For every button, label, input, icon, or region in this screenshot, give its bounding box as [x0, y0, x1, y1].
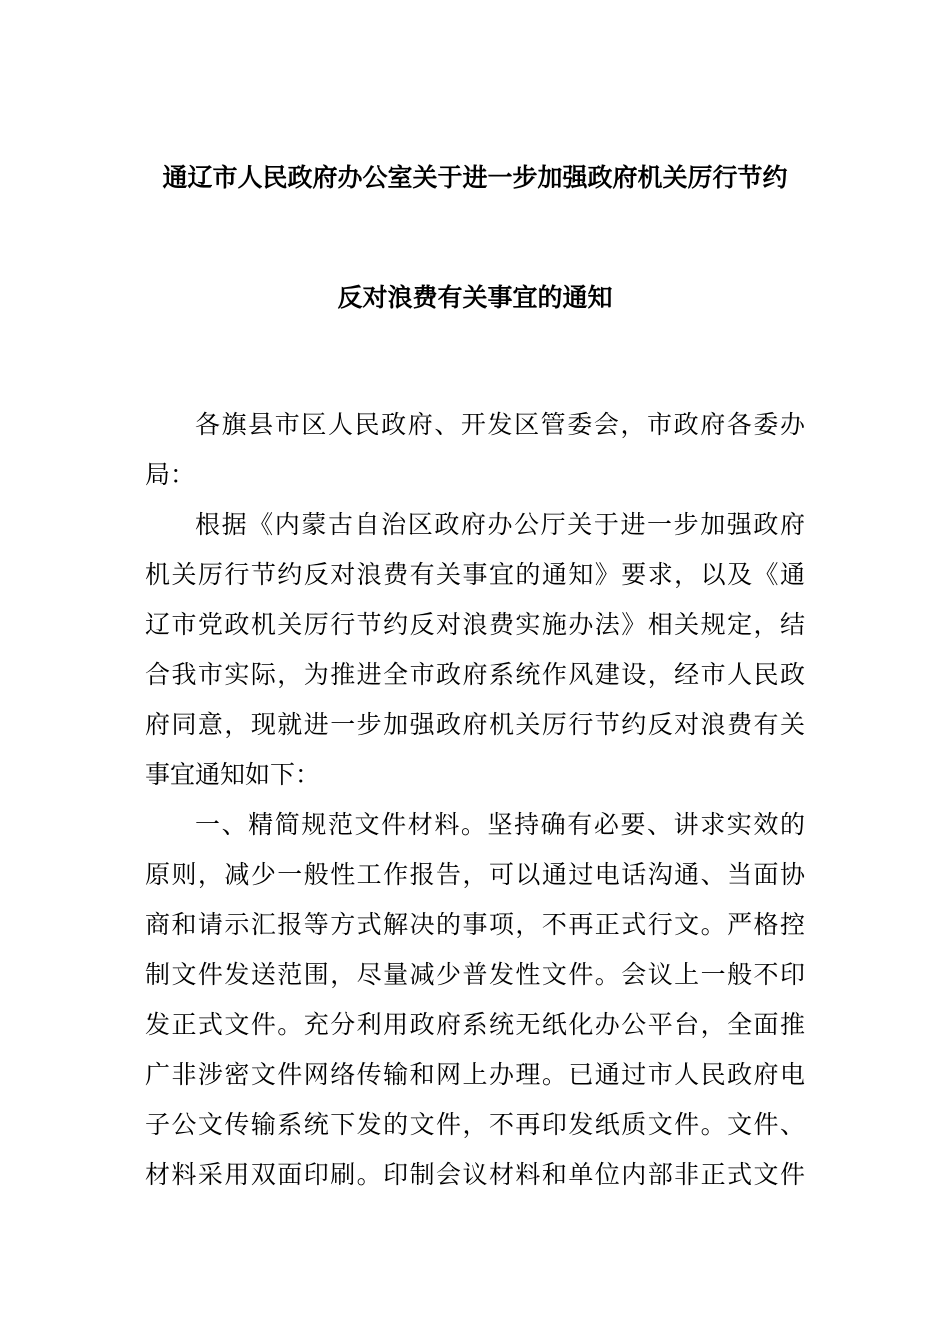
body-line: 局：: [145, 460, 196, 489]
body-line: 子公文传输系统下发的文件，不再印发纸质文件。文件、: [145, 1110, 805, 1139]
body-line: 事宜通知如下：: [145, 760, 321, 789]
body-line: 广非涉密文件网络传输和网上办理。已通过市人民政府电: [145, 1060, 805, 1089]
document-title-line-1: 通辽市人民政府办公室关于进一步加强政府机关厉行节约: [162, 163, 788, 192]
body-line: 材料采用双面印刷。印制会议材料和单位内部非正式文件: [145, 1160, 805, 1189]
body-line: 商和请示汇报等方式解决的事项，不再正式行文。严格控: [145, 910, 805, 939]
body-line: 一、精简规范文件材料。坚持确有必要、讲求实效的: [195, 810, 805, 839]
body-line: 各旗县市区人民政府、开发区管委会，市政府各委办: [195, 410, 805, 439]
body-line: 机关厉行节约反对浪费有关事宜的通知》要求，以及《通: [145, 560, 805, 589]
body-line: 原则，减少一般性工作报告，可以通过电话沟通、当面协: [145, 860, 805, 889]
body-line: 根据《内蒙古自治区政府办公厅关于进一步加强政府: [195, 510, 805, 539]
body-line: 府同意，现就进一步加强政府机关厉行节约反对浪费有关: [145, 710, 805, 739]
body-line: 辽市党政机关厉行节约反对浪费实施办法》相关规定，结: [145, 610, 805, 639]
document-title-line-2: 反对浪费有关事宜的通知: [337, 283, 613, 312]
body-line: 制文件发送范围，尽量减少普发性文件。会议上一般不印: [145, 960, 805, 989]
body-line: 发正式文件。充分利用政府系统无纸化办公平台，全面推: [145, 1010, 805, 1039]
document-body: [145, 400, 805, 1200]
body-line: 合我市实际，为推进全市政府系统作风建设，经市人民政: [145, 660, 805, 689]
